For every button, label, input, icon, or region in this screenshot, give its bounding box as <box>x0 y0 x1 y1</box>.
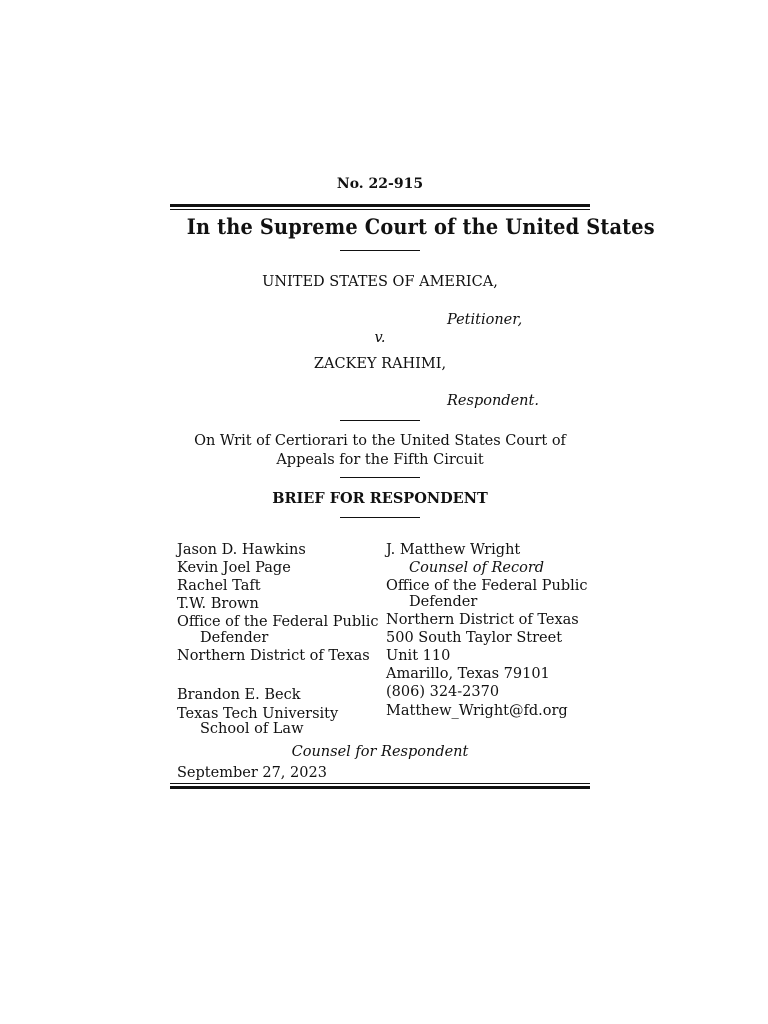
divider-4 <box>340 517 420 518</box>
court-title: In the Supreme Court of the United States <box>186 214 655 239</box>
left-office-line-1: Office of the Federal Public <box>177 614 379 630</box>
right-city: Amarillo, Texas 79101 <box>386 666 550 682</box>
writ-line-2: Appeals for the Fifth Circuit <box>276 452 484 468</box>
left-school-line-1: Texas Tech University <box>177 706 339 722</box>
right-counsel-name: J. Matthew Wright <box>386 542 521 558</box>
writ-line-1: On Writ of Certiorari to the United States Court of <box>194 433 566 449</box>
right-email: Matthew_Wright@fd.org <box>386 703 568 719</box>
left-counsel-name-2: Kevin Joel Page <box>177 560 291 576</box>
top-rule-thin <box>170 209 590 210</box>
bottom-rule-thin <box>170 783 590 784</box>
right-street: 500 South Taylor Street <box>386 630 563 646</box>
left-counsel-name-3: Rachel Taft <box>177 578 261 594</box>
bottom-rule-thick <box>170 786 590 789</box>
right-office-line-2: Defender <box>409 594 478 610</box>
docket-number: No. 22-915 <box>336 176 424 192</box>
cover-page <box>170 0 655 1024</box>
left-office-line-2: Defender <box>200 630 269 646</box>
right-unit: Unit 110 <box>386 648 451 664</box>
respondent-role: Respondent. <box>447 393 539 409</box>
petitioner-role: Petitioner, <box>447 312 523 328</box>
brief-title: BRIEF FOR RESPONDENT <box>272 490 488 507</box>
right-counsel-role: Counsel of Record <box>409 560 545 576</box>
counsel-for: Counsel for Respondent <box>291 744 469 760</box>
versus: v. <box>374 330 386 346</box>
left-school-line-2: School of Law <box>200 721 304 737</box>
left-counsel-name-1: Jason D. Hawkins <box>177 542 306 558</box>
respondent-name: ZACKEY RAHIMI, <box>313 356 447 372</box>
divider-1 <box>340 250 420 251</box>
divider-3 <box>340 477 420 478</box>
filing-date: September 27, 2023 <box>177 765 327 781</box>
right-phone: (806) 324-2370 <box>386 684 500 700</box>
divider-2 <box>340 420 420 421</box>
right-district: Northern District of Texas <box>386 612 579 628</box>
right-office-line-1: Office of the Federal Public <box>386 578 588 594</box>
left-counsel-name-4: T.W. Brown <box>177 596 259 612</box>
left-district: Northern District of Texas <box>177 648 370 664</box>
top-rule-thick <box>170 204 590 207</box>
left-counsel-name-5: Brandon E. Beck <box>177 687 301 703</box>
petitioner-name: UNITED STATES OF AMERICA, <box>262 274 498 290</box>
